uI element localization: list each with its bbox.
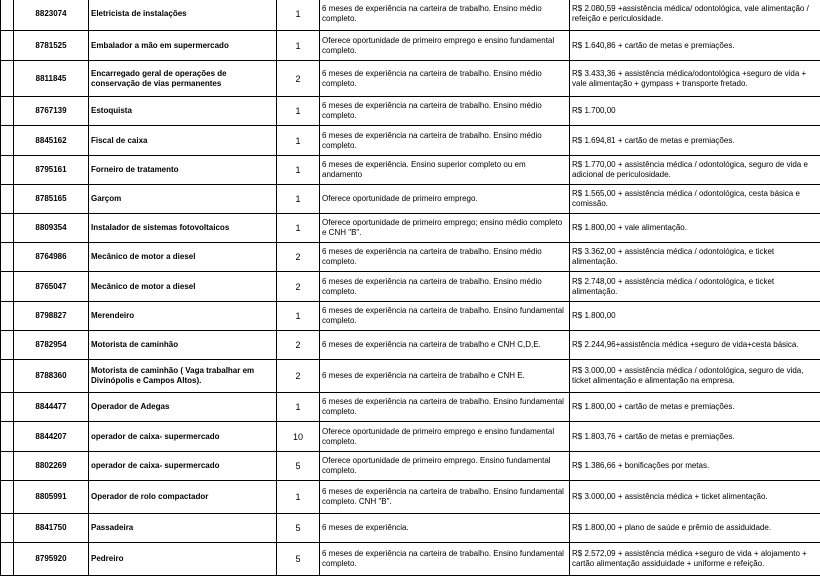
job-requirements: Oferece oportunidade de primeiro emprego. [320, 185, 570, 214]
job-code: 8802269 [14, 452, 89, 481]
table-row [1, 514, 820, 543]
job-salary: R$ 3.000,00 + assistência médica + ticket alimentação. [570, 481, 820, 514]
job-salary: R$ 1.640,86 + cartão de metas e premiações. [570, 31, 820, 61]
job-title: Operador de rolo compactador [89, 481, 277, 514]
leading-cell [1, 360, 14, 393]
job-code: 8845162 [14, 126, 89, 156]
job-code: 8811845 [14, 61, 89, 97]
table-row [1, 302, 820, 331]
job-salary: R$ 3.433,36 + assistência médica/odontológica +seguro de vida + vale alimentação + gympass + transporte fretado. [570, 61, 820, 97]
vacancy-count: 1 [277, 31, 320, 61]
table-row [1, 393, 820, 422]
job-requirements: 6 meses de experiência na carteira de trabalho. Ensino médio completo. [320, 0, 570, 31]
job-title: Estoquista [89, 97, 277, 126]
leading-cell [1, 514, 14, 543]
job-requirements: 6 meses de experiência na carteira de trabalho. Ensino fundamental completo. CNH "B". [320, 481, 570, 514]
leading-cell [1, 452, 14, 481]
vacancy-count: 1 [277, 393, 320, 422]
job-salary: R$ 3.362,00 + assistência médica / odontológica, e ticket alimentação. [570, 243, 820, 272]
job-title: Encarregado geral de operações de conservação de vias permanentes [89, 61, 277, 97]
job-code: 8785165 [14, 185, 89, 214]
table-row [1, 156, 820, 185]
job-requirements: 6 meses de experiência na carteira de trabalho e CNH C,D,E. [320, 331, 570, 360]
job-title: Instalador de sistemas fotovoltaicos [89, 214, 277, 243]
job-title: Mecânico de motor a diesel [89, 272, 277, 302]
job-salary: R$ 1.800,00 + vale alimentação. [570, 214, 820, 243]
vacancy-count: 2 [277, 243, 320, 272]
leading-cell [1, 302, 14, 331]
leading-cell [1, 543, 14, 576]
job-salary: R$ 1.770,00 + assistência médica / odontológica, seguro de vida e adicional de periculosidade. [570, 156, 820, 185]
job-requirements: 6 meses de experiência na carteira de trabalho. Ensino médio completo. [320, 272, 570, 302]
leading-cell [1, 185, 14, 214]
vacancy-count: 1 [277, 185, 320, 214]
vacancy-count: 1 [277, 126, 320, 156]
table-row [1, 126, 820, 156]
job-title: operador de caixa- supermercado [89, 422, 277, 452]
leading-cell [1, 126, 14, 156]
table-row [1, 0, 820, 31]
job-code: 8798827 [14, 302, 89, 331]
job-title: operador de caixa- supermercado [89, 452, 277, 481]
table-row [1, 422, 820, 452]
job-requirements: 6 meses de experiência na carteira de trabalho. Ensino fundamental completo. [320, 302, 570, 331]
job-salary: R$ 1.700,00 [570, 97, 820, 126]
job-code: 8844207 [14, 422, 89, 452]
leading-cell [1, 156, 14, 185]
job-salary: R$ 1.565,00 + assistência médica / odontológica, cesta básica e comissão. [570, 185, 820, 214]
job-code: 8809354 [14, 214, 89, 243]
leading-cell [1, 243, 14, 272]
job-salary: R$ 1.800,00 + cartão de metas e premiações. [570, 393, 820, 422]
job-title: Eletricista de instalações [89, 0, 277, 31]
job-requirements: Oferece oportunidade de primeiro emprego e ensino fundamental completo. [320, 31, 570, 61]
table-row [1, 61, 820, 97]
vacancy-count: 1 [277, 214, 320, 243]
table-row [1, 31, 820, 61]
job-requirements: 6 meses de experiência na carteira de trabalho. Ensino médio completo. [320, 61, 570, 97]
table-row [1, 243, 820, 272]
job-requirements: 6 meses de experiência na carteira de trabalho. Ensino médio completo. [320, 97, 570, 126]
job-code: 8805991 [14, 481, 89, 514]
job-requirements: 6 meses de experiência. Ensino superior completo ou em andamento [320, 156, 570, 185]
job-code: 8795161 [14, 156, 89, 185]
job-requirements: Oferece oportunidade de primeiro emprego. Ensino fundamental completo. [320, 452, 570, 481]
job-code: 8788360 [14, 360, 89, 393]
job-requirements: 6 meses de experiência. [320, 514, 570, 543]
job-requirements: 6 meses de experiência na carteira de trabalho. Ensino fundamental completo. [320, 393, 570, 422]
job-salary: R$ 1.800,00 + plano de saúde e prêmio de assiduidade. [570, 514, 820, 543]
vacancy-count: 1 [277, 0, 320, 31]
job-salary: R$ 1.386,66 + bonificações por metas. [570, 452, 820, 481]
job-code: 8823074 [14, 0, 89, 31]
job-title: Motorista de caminhão ( Vaga trabalhar em Divinópolis e Campos Altos). [89, 360, 277, 393]
job-code: 8795920 [14, 543, 89, 576]
job-requirements: 6 meses de experiência na carteira de trabalho. Ensino fundamental completo. [320, 543, 570, 576]
leading-cell [1, 481, 14, 514]
leading-cell [1, 31, 14, 61]
job-requirements: 6 meses de experiência na carteira de trabalho. Ensino médio completo. [320, 126, 570, 156]
job-title: Embalador a mão em supermercado [89, 31, 277, 61]
job-code: 8767139 [14, 97, 89, 126]
table-row [1, 272, 820, 302]
job-salary: R$ 2.244,96+assistência médica +seguro de vida+cesta básica. [570, 331, 820, 360]
vacancy-count: 2 [277, 61, 320, 97]
job-title: Forneiro de tratamento [89, 156, 277, 185]
table-row [1, 360, 820, 393]
vacancy-count: 10 [277, 422, 320, 452]
job-requirements: 6 meses de experiência na carteira de trabalho. Ensino médio completo. [320, 243, 570, 272]
vacancy-count: 1 [277, 97, 320, 126]
table-row [1, 185, 820, 214]
leading-cell [1, 272, 14, 302]
job-requirements: Oferece oportunidade de primeiro emprego; ensino médio completo e CNH "B". [320, 214, 570, 243]
vacancy-count: 2 [277, 331, 320, 360]
leading-cell [1, 331, 14, 360]
table-row [1, 97, 820, 126]
job-title: Mecânico de motor a diesel [89, 243, 277, 272]
vacancy-count: 2 [277, 360, 320, 393]
leading-cell [1, 0, 14, 31]
leading-cell [1, 97, 14, 126]
job-salary: R$ 2.080,59 +assistência médica/ odontológica, vale alimentação / refeição e periculosidade. [570, 0, 820, 31]
table-row [1, 543, 820, 576]
job-code: 8782954 [14, 331, 89, 360]
job-code: 8844477 [14, 393, 89, 422]
job-title: Passadeira [89, 514, 277, 543]
table-row [1, 331, 820, 360]
vacancy-count: 1 [277, 302, 320, 331]
job-title: Garçom [89, 185, 277, 214]
job-salary: R$ 3.000,00 + assistência médica / odontológica, seguro de vida, ticket alimentação e alimentação na empresa. [570, 360, 820, 393]
job-code: 8764986 [14, 243, 89, 272]
job-code: 8781525 [14, 31, 89, 61]
job-salary: R$ 1.800,00 [570, 302, 820, 331]
table-row [1, 214, 820, 243]
leading-cell [1, 393, 14, 422]
leading-cell [1, 61, 14, 97]
vacancy-count: 5 [277, 543, 320, 576]
leading-cell [1, 422, 14, 452]
vacancy-count: 5 [277, 514, 320, 543]
vacancy-count: 1 [277, 481, 320, 514]
job-title: Motorista de caminhão [89, 331, 277, 360]
job-title: Merendeiro [89, 302, 277, 331]
job-title: Operador de Adegas [89, 393, 277, 422]
job-title: Fiscal de caixa [89, 126, 277, 156]
job-code: 8841750 [14, 514, 89, 543]
vacancy-count: 1 [277, 156, 320, 185]
table-row [1, 481, 820, 514]
table-row [1, 452, 820, 481]
job-requirements: 6 meses de experiência na carteira de trabalho e CNH E. [320, 360, 570, 393]
job-salary: R$ 1.694,81 + cartão de metas e premiações. [570, 126, 820, 156]
job-salary: R$ 2.572,09 + assistência médica +seguro de vida + alojamento + cartão alimentação assiduidade + uniforme e refeição. [570, 543, 820, 576]
vacancy-count: 2 [277, 272, 320, 302]
vacancy-count: 5 [277, 452, 320, 481]
job-salary: R$ 1.803,76 + cartão de metas e premiações. [570, 422, 820, 452]
job-salary: R$ 2.748,00 + assistência médica / odontológica, e ticket alimentação. [570, 272, 820, 302]
job-code: 8765047 [14, 272, 89, 302]
job-listings-body [1, 0, 820, 576]
leading-cell [1, 214, 14, 243]
job-requirements: Oferece oportunidade de primeiro emprego e ensino fundamental completo. [320, 422, 570, 452]
job-title: Pedreiro [89, 543, 277, 576]
